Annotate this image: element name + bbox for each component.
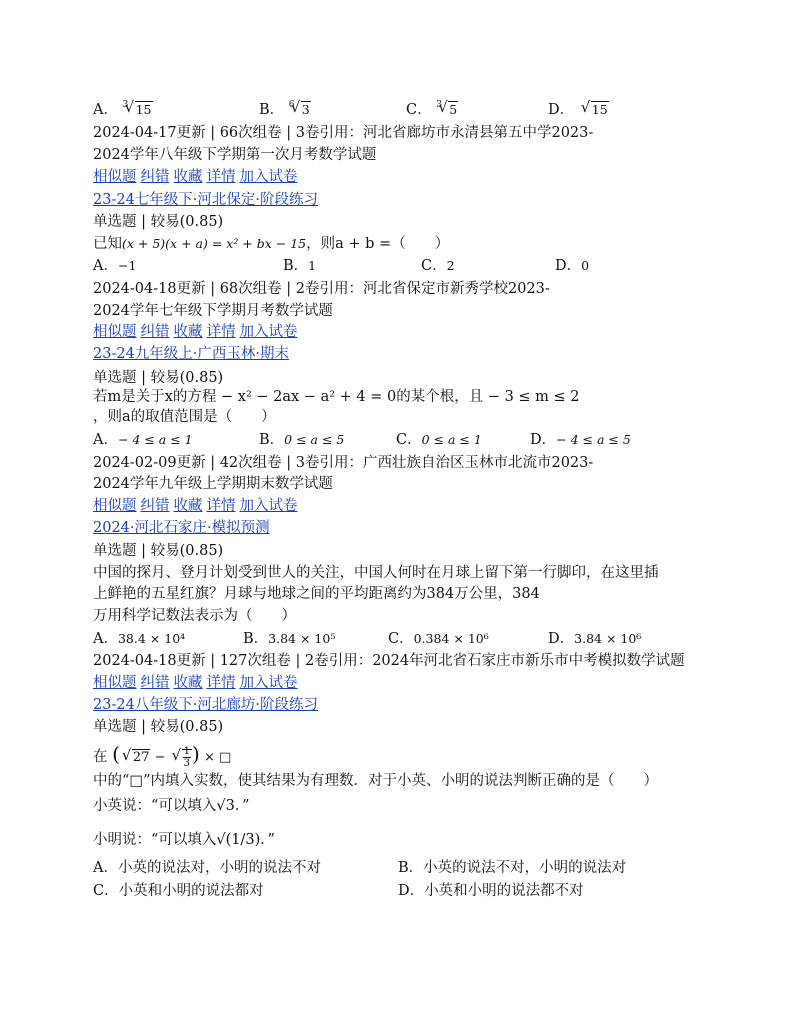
q2-type: 单选题 | 较易(0.85)	[93, 214, 224, 230]
q1-option-c-value: √ 3 5	[436, 102, 458, 117]
q4-stem-line1: 中国的探月、登月计划受到世人的关注，中国人何时在月球上留下第一行脚印，在这里插	[93, 565, 659, 581]
q4-option-a[interactable]: A．38.4 × 10⁴	[93, 631, 186, 647]
q1-option-b-value: √ 6 3	[289, 102, 311, 117]
q4-meta-line1: 2024-04-18更新 | 127次组卷 | 2卷引用：2024年河北省石家庄市新乐市中考模拟数学试题	[93, 653, 685, 669]
q4-option-c[interactable]: C．0.384 × 10⁶	[388, 631, 489, 647]
correct-link[interactable]: 纠错	[140, 169, 170, 185]
q4-stem-line2: 上鲜艳的五星红旗？月球与地球之间的平均距离约为384万公里，384	[93, 586, 540, 602]
q3-options	[93, 430, 733, 450]
q3-option-d[interactable]: D．− 4 ≤ a ≤ 5	[530, 432, 631, 448]
q3-meta-line2: 2024学年九年级上学期期末数学试题	[93, 476, 333, 492]
q4-stem-line3: 万用科学记数法表示为（ ）	[93, 608, 296, 624]
correct-link[interactable]: 纠错	[140, 324, 170, 340]
q5-stem-line1: 在 (√ 27 − √ $\frac{1}{3}$ ) × □	[93, 740, 231, 772]
q5-option-d[interactable]: D．小英和小明的说法都不对	[398, 883, 584, 899]
similar-link[interactable]: 相似题	[93, 324, 137, 340]
q2-options	[93, 256, 733, 276]
q2-option-d[interactable]: D．0	[555, 258, 590, 274]
detail-link[interactable]: 详情	[206, 675, 236, 691]
q1-options	[93, 100, 733, 120]
q1-option-a[interactable]: A． √ 3 15	[93, 100, 153, 120]
q1-option-d[interactable]: D． √ 15	[548, 100, 609, 120]
favorite-link[interactable]: 收藏	[173, 324, 203, 340]
add-to-paper-link[interactable]: 加入试卷	[239, 675, 298, 691]
q4-actions	[93, 673, 302, 693]
q2-option-b[interactable]: B．1	[283, 258, 317, 274]
add-to-paper-link[interactable]: 加入试卷	[239, 324, 298, 340]
q5-expression: (√ 27 − √ $\frac{1}{3}$ ) × □	[112, 750, 231, 765]
q4-option-b[interactable]: B．3.84 × 10⁵	[243, 631, 336, 647]
q1-option-b[interactable]: B． √ 6 3	[259, 100, 311, 120]
q3-option-a[interactable]: A．− 4 ≤ a ≤ 1	[93, 432, 193, 448]
q3-stem-line1: 若m是关于x的方程 − x² − 2ax − a² + 4 = 0的某个根，且 − 3 ≤ m ≤ 2	[93, 389, 580, 405]
q4-options	[93, 629, 733, 649]
q5-option-b[interactable]: B．小英的说法不对，小明的说法对	[398, 860, 627, 876]
q1-option-d-value: √ 15	[579, 102, 609, 117]
q2-stem-math: (x + 5)(x + a) = x² + bx − 15	[122, 236, 307, 251]
q1-meta-line2: 2024学年八年级下学期第一次月考数学试题	[93, 147, 377, 163]
q4-option-d[interactable]: D．3.84 × 10⁶	[548, 631, 642, 647]
q2-meta-line2: 2024学年七年级下学期月考数学试题	[93, 303, 333, 319]
similar-link[interactable]: 相似题	[93, 169, 137, 185]
q2-actions	[93, 322, 302, 342]
q5-ming-statement: 小明说：“可以填入√(1/3)．”	[93, 832, 275, 848]
q2-option-a[interactable]: A．−1	[93, 258, 137, 274]
q5-ying-statement: 小英说：“可以填入√3．”	[93, 798, 250, 814]
q5-options-row1	[93, 858, 733, 878]
q5-source-tag[interactable]: 23-24八年级下·河北廊坊·阶段练习	[93, 697, 319, 713]
q5-type: 单选题 | 较易(0.85)	[93, 719, 224, 735]
q3-source-tag[interactable]: 23-24九年级上·广西玉林·期末	[93, 346, 290, 362]
q3-option-c[interactable]: C．0 ≤ a ≤ 1	[396, 432, 482, 448]
q2-source-tag[interactable]: 23-24七年级下·河北保定·阶段练习	[93, 192, 319, 208]
q2-option-c[interactable]: C．2	[421, 258, 455, 274]
q5-options-row2	[93, 881, 733, 901]
q5-stem-line2: 中的“□”内填入实数，使其结果为有理数．对于小英、小明的说法判断正确的是（ ）	[93, 773, 659, 789]
q5-option-c[interactable]: C．小英和小明的说法都对	[93, 883, 264, 899]
favorite-link[interactable]: 收藏	[173, 169, 203, 185]
q1-meta-line1: 2024-04-17更新 | 66次组卷 | 3卷引用：河北省廊坊市永清县第五中学2023-	[93, 125, 594, 141]
correct-link[interactable]: 纠错	[140, 675, 170, 691]
q1-option-a-value: √ 3 15	[123, 102, 153, 117]
q1-actions	[93, 167, 302, 187]
favorite-link[interactable]: 收藏	[173, 498, 203, 514]
q2-stem: 已知(x + 5)(x + a) = x² + bx − 15，则a + b =（ ）	[93, 236, 450, 252]
detail-link[interactable]: 详情	[206, 498, 236, 514]
q1-option-c[interactable]: C． √ 3 5	[406, 100, 458, 120]
add-to-paper-link[interactable]: 加入试卷	[239, 169, 298, 185]
q3-type: 单选题 | 较易(0.85)	[93, 370, 224, 386]
detail-link[interactable]: 详情	[206, 324, 236, 340]
correct-link[interactable]: 纠错	[140, 498, 170, 514]
detail-link[interactable]: 详情	[206, 169, 236, 185]
q4-type: 单选题 | 较易(0.85)	[93, 543, 224, 559]
q3-meta-line1: 2024-02-09更新 | 42次组卷 | 3卷引用：广西壮族自治区玉林市北流市2023-	[93, 455, 594, 471]
q5-option-a[interactable]: A．小英的说法对，小明的说法不对	[93, 860, 321, 876]
q3-actions	[93, 496, 302, 516]
similar-link[interactable]: 相似题	[93, 498, 137, 514]
q3-option-b[interactable]: B．0 ≤ a ≤ 5	[259, 432, 345, 448]
add-to-paper-link[interactable]: 加入试卷	[239, 498, 298, 514]
q3-stem-line2: ，则a的取值范围是（ ）	[93, 409, 276, 425]
similar-link[interactable]: 相似题	[93, 675, 137, 691]
q2-meta-line1: 2024-04-18更新 | 68次组卷 | 2卷引用：河北省保定市新秀学校2023-	[93, 281, 550, 297]
favorite-link[interactable]: 收藏	[173, 675, 203, 691]
q4-source-tag[interactable]: 2024·河北石家庄·模拟预测	[93, 520, 270, 536]
